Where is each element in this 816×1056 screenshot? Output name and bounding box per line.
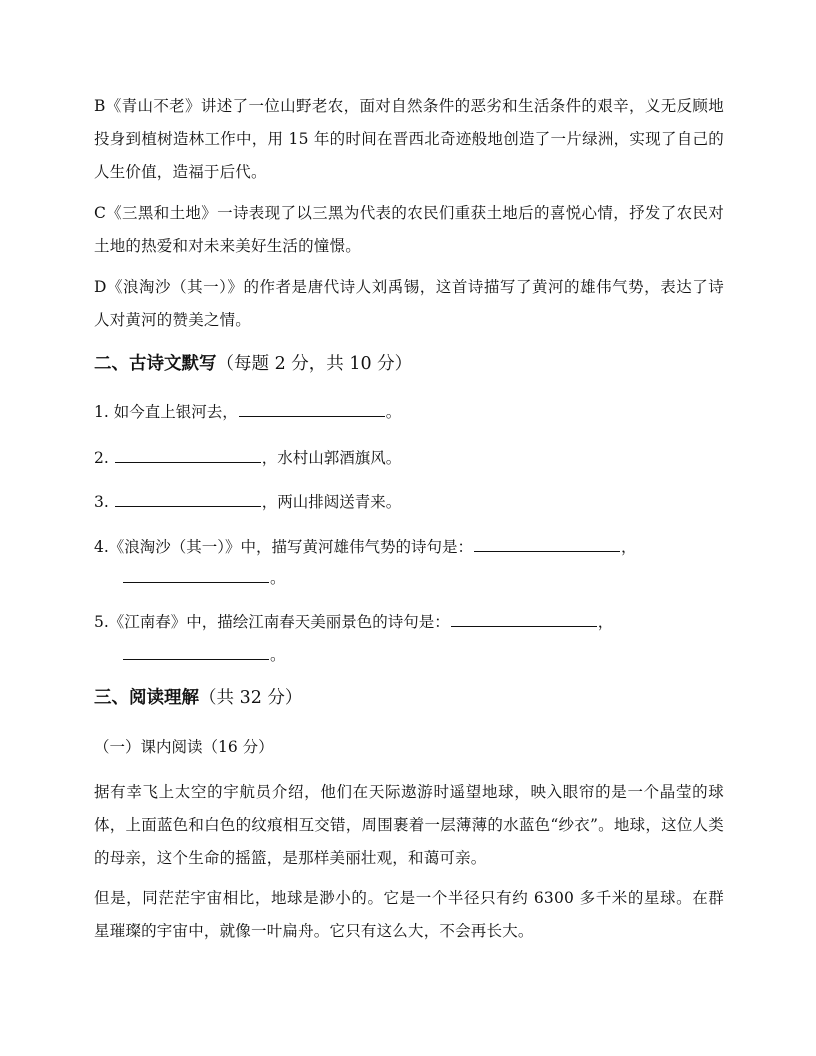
question-1 [94,400,401,424]
reading-paragraph: 据有幸飞上太空的宇航员介绍，他们在天际遨游时遥望地球，映入眼帘的是一个晶莹的球体，上面蓝色和白色的纹痕相互交错，周围裹着一层薄薄的水蓝色“纱衣”。地球，这位人类的母亲，这个生命的摇篮，是那样美丽壮观，和蔼可亲。 [94,783,724,867]
answer-blank[interactable] [123,643,269,660]
answer-blank[interactable] [239,400,385,417]
section-2-score: （每题 2 分，共 10 分） [216,354,413,374]
section-2-title: 二、古诗文默写 [94,354,217,374]
question-5-middle: ， [597,613,614,631]
question-4-suffix: 。 [270,569,286,587]
question-2-prefix: 2. [94,449,114,467]
question-4 [94,535,637,559]
question-5-suffix: 。 [270,646,286,664]
answer-blank[interactable] [115,490,261,507]
question-5-continued [122,643,286,667]
answer-blank[interactable] [474,535,620,552]
subsection-heading: （一）课内阅读（16 分） [94,738,274,756]
answer-blank[interactable] [123,566,269,583]
option-b: B《青山不老》讲述了一位山野老农，面对自然条件的恶劣和生活条件的艰辛，义无反顾地投身到植树造林工作中，用 15 年的时间在晋西北奇迹般地创造了一片绿洲，实现了自己的人生价值，造福于后代。 [94,97,724,181]
question-4-continued [122,566,286,590]
question-1-prefix: 1. 如今直上银河去， [94,403,238,421]
question-2-suffix: ，水村山郭酒旗风。 [261,449,402,467]
question-3 [94,490,401,514]
question-1-suffix: 。 [385,403,402,421]
section-2-heading [94,352,412,376]
section-3-heading [94,686,302,710]
answer-blank[interactable] [451,610,597,627]
question-5 [94,610,613,634]
question-3-suffix: ，两山排闼送青来。 [261,493,402,511]
option-d: D《浪淘沙（其一）》的作者是唐代诗人刘禹锡，这首诗描写了黄河的雄伟气势，表达了诗人对黄河的赞美之情。 [94,278,724,329]
question-2 [94,446,401,470]
question-3-prefix: 3. [94,493,114,511]
question-4-prefix: 4.《浪淘沙（其一）》中，描写黄河雄伟气势的诗句是： [94,538,474,556]
section-3-title: 三、阅读理解 [94,688,199,708]
question-5-prefix: 5.《江南春》中，描绘江南春天美丽景色的诗句是： [94,613,450,631]
option-c: C《三黑和土地》一诗表现了以三黑为代表的农民们重获土地后的喜悦心情，抒发了农民对土地的热爱和对未来美好生活的憧憬。 [94,204,724,255]
question-4-middle: ， [621,538,637,556]
section-3-score: （共 32 分） [199,688,303,708]
reading-paragraph: 但是，同茫茫宇宙相比，地球是渺小的。它是一个半径只有约 6300 多千米的星球。在群星璀璨的宇宙中，就像一叶扁舟。它只有这么大，不会再长大。 [94,889,724,940]
answer-blank[interactable] [115,446,261,463]
